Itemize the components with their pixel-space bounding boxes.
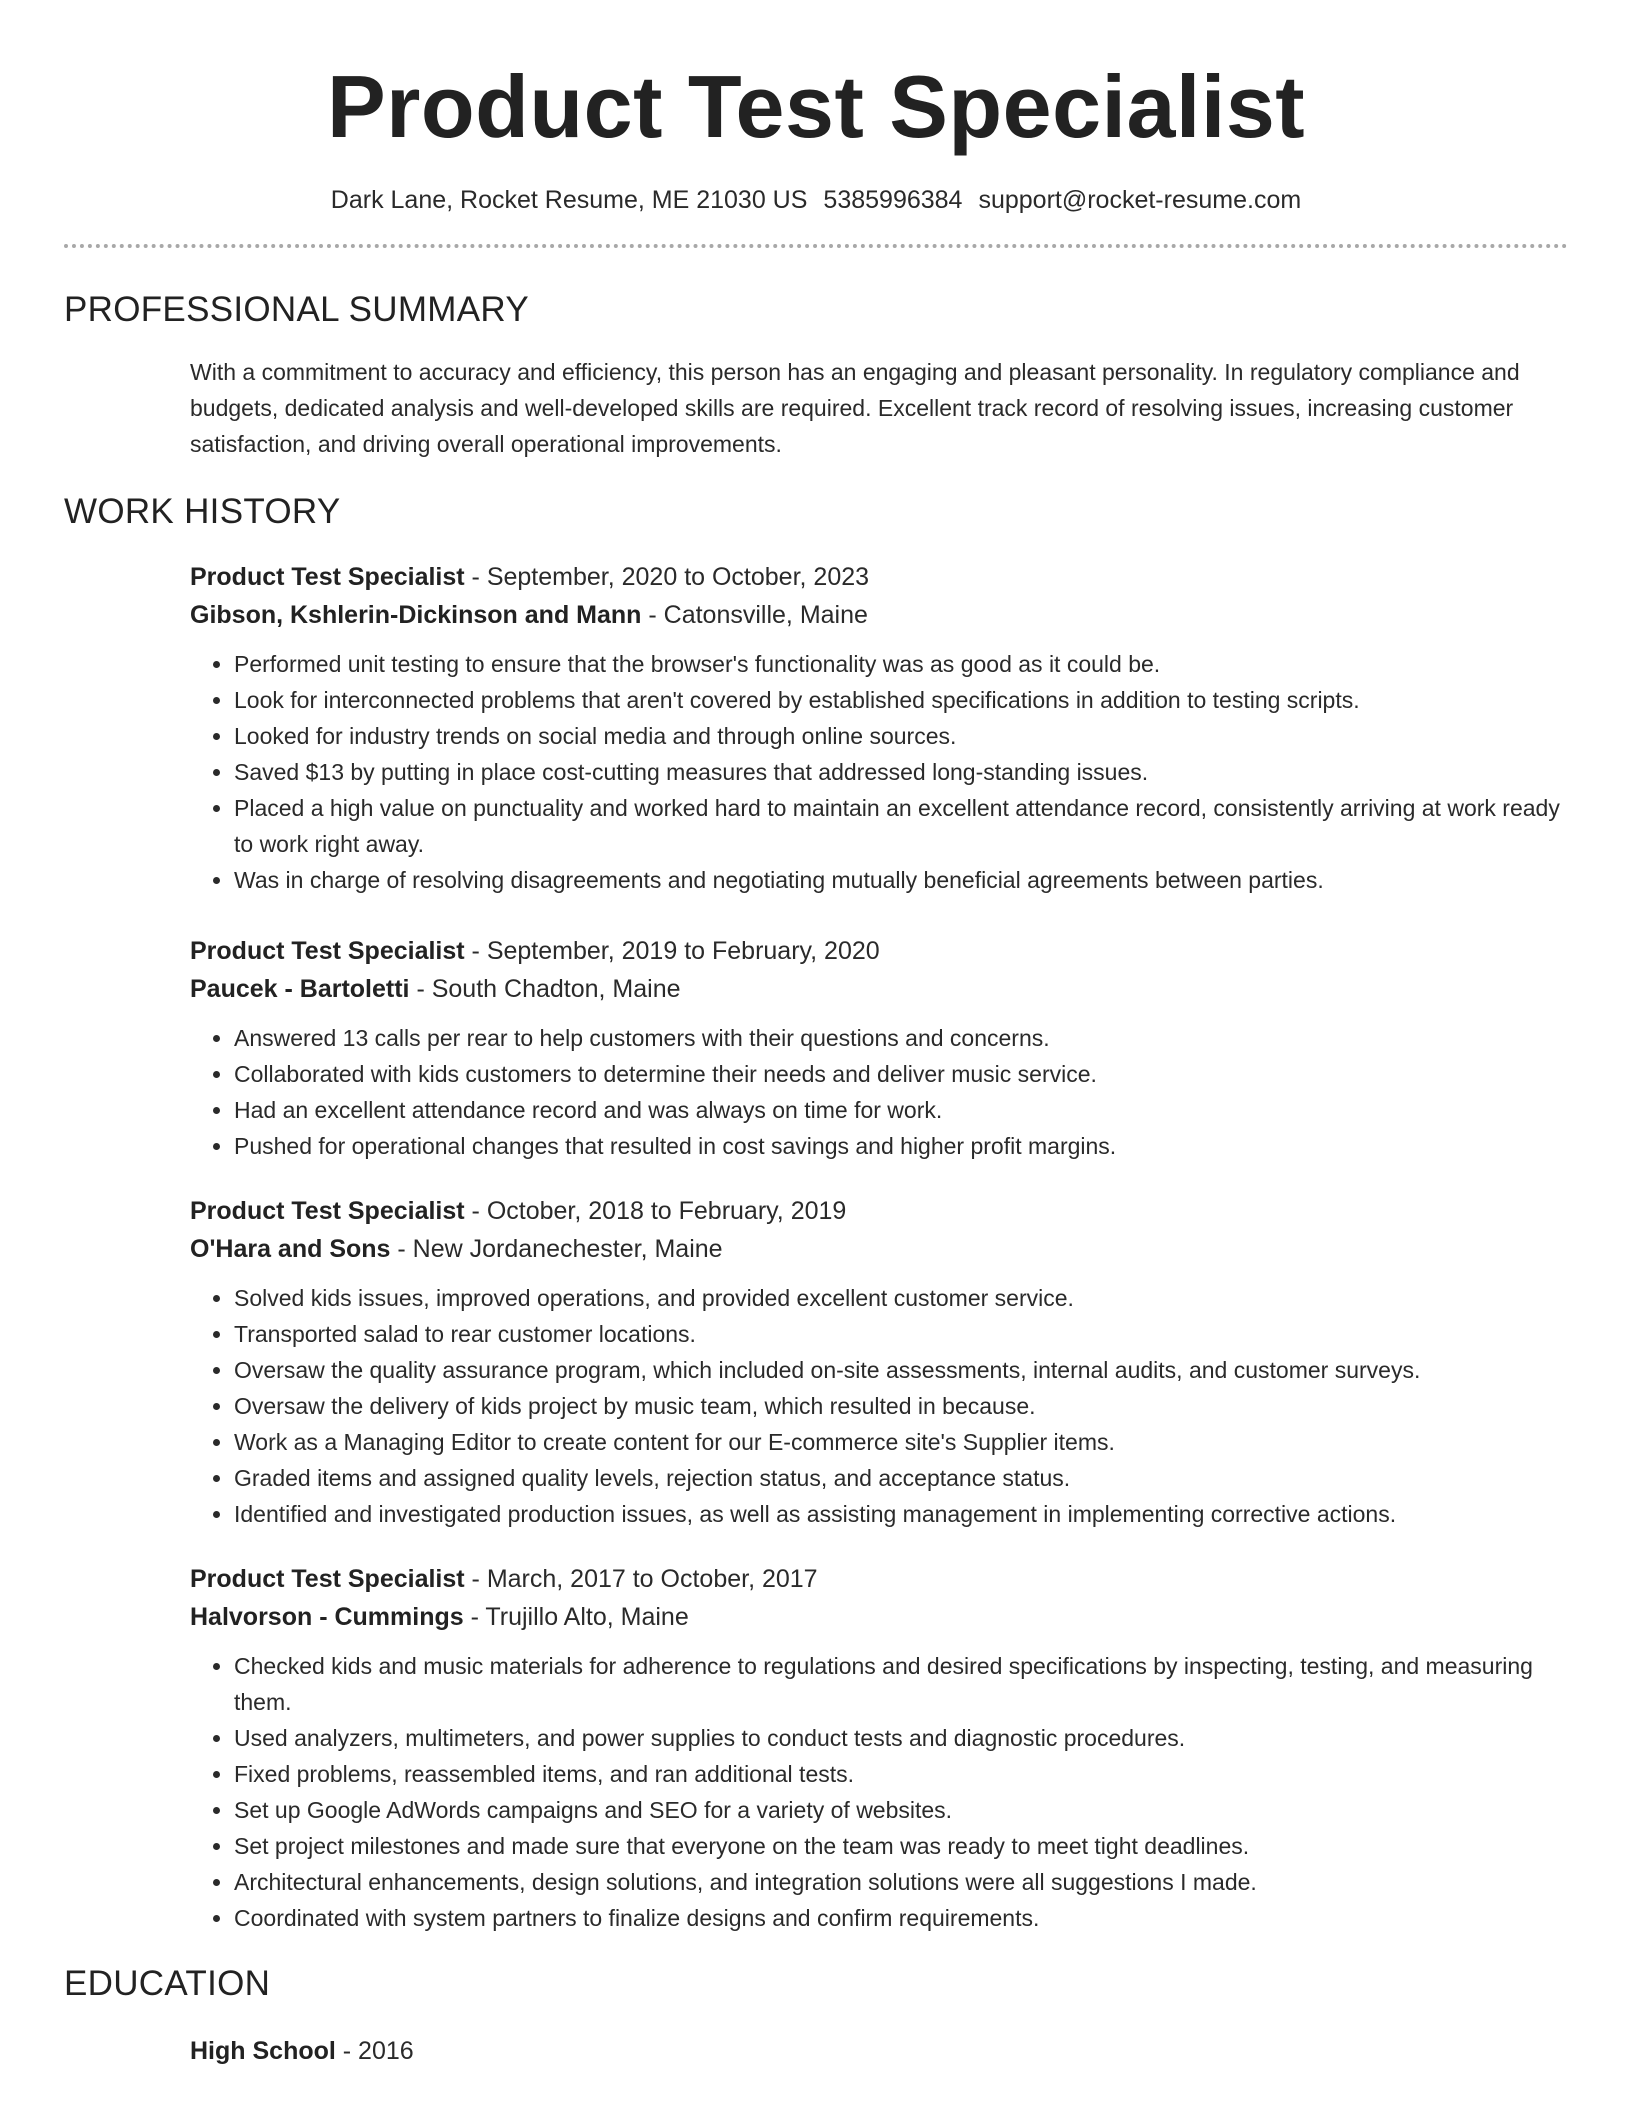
job-bullet: • Performed unit testing to ensure that the browser's functionality was as good as it could be.: [234, 646, 1568, 682]
job-entry: [190, 1560, 1568, 1936]
job-title: Product Test Specialist: [190, 563, 465, 591]
job-bullet: • Set project milestones and made sure that everyone on the team was ready to meet tight deadlines.: [234, 1828, 1568, 1864]
job-company-line: [190, 970, 1568, 1008]
job-dates: - September, 2020 to October, 2023: [464, 563, 870, 591]
job-location: - South Chadton, Maine: [409, 975, 681, 1003]
job-bullet: • Oversaw the quality assurance program, which included on-site assessments, internal audits, and customer surveys.: [234, 1352, 1568, 1388]
job-bullet: • Collaborated with kids customers to determine their needs and deliver music service.: [234, 1056, 1568, 1092]
job-title: Product Test Specialist: [190, 1565, 465, 1593]
job-bullet: • Solved kids issues, improved operations, and provided excellent customer service.: [234, 1280, 1568, 1316]
job-company: Gibson, Kshlerin-Dickinson and Mann: [190, 601, 642, 629]
job-title-line: [190, 558, 1568, 596]
job-bullet: • Had an excellent attendance record and was always on time for work.: [234, 1092, 1568, 1128]
job-entry: [190, 558, 1568, 898]
job-title: Product Test Specialist: [190, 937, 465, 965]
job-company-line: [190, 1230, 1568, 1268]
job-bullet: • Oversaw the delivery of kids project by music team, which resulted in because.: [234, 1388, 1568, 1424]
job-bullet: • Coordinated with system partners to finalize designs and confirm requirements.: [234, 1900, 1568, 1936]
header-divider: [64, 244, 1568, 248]
job-bullet: • Transported salad to rear customer locations.: [234, 1316, 1568, 1352]
job-bullet: • Used analyzers, multimeters, and power supplies to conduct tests and diagnostic procedures.: [234, 1720, 1568, 1756]
contact-phone: 5385996384: [823, 186, 963, 214]
job-bullet: • Look for interconnected problems that aren't covered by established specifications in addition to testing scripts.: [234, 682, 1568, 718]
job-bullet: • Identified and investigated production issues, as well as assisting management in implementing corrective actions.: [234, 1496, 1568, 1532]
job-dates: - March, 2017 to October, 2017: [464, 1565, 818, 1593]
job-location: - New Jordanechester, Maine: [390, 1235, 723, 1263]
job-entry: [190, 1192, 1568, 1532]
job-location: - Trujillo Alto, Maine: [463, 1603, 689, 1631]
job-bullet-list: [190, 646, 1568, 898]
section-heading-summary: PROFESSIONAL SUMMARY: [64, 290, 529, 329]
job-bullet: • Set up Google AdWords campaigns and SEO for a variety of websites.: [234, 1792, 1568, 1828]
job-bullet: • Saved $13 by putting in place cost-cutting measures that addressed long-standing issues.: [234, 754, 1568, 790]
job-company-line: [190, 1598, 1568, 1636]
job-bullet-list: [190, 1020, 1568, 1164]
job-bullet: • Pushed for operational changes that resulted in cost savings and higher profit margins.: [234, 1128, 1568, 1164]
section-heading-education: EDUCATION: [64, 1964, 271, 2003]
job-bullet: • Looked for industry trends on social media and through online sources.: [234, 718, 1568, 754]
contact-email: support@rocket-resume.com: [978, 186, 1302, 214]
job-bullet-list: [190, 1648, 1568, 1936]
job-bullet-list: [190, 1280, 1568, 1532]
job-bullet: • Answered 13 calls per rear to help customers with their questions and concerns.: [234, 1020, 1568, 1056]
job-bullet: • Fixed problems, reassembled items, and ran additional tests.: [234, 1756, 1568, 1792]
job-bullet: • Architectural enhancements, design solutions, and integration solutions were all suggestions I made.: [234, 1864, 1568, 1900]
job-dates: - September, 2019 to February, 2020: [464, 937, 880, 965]
job-company-line: [190, 596, 1568, 634]
job-title-line: [190, 1192, 1568, 1230]
job-company: Halvorson - Cummings: [190, 1603, 464, 1631]
job-entry: [190, 932, 1568, 1164]
job-location: - Catonsville, Maine: [641, 601, 868, 629]
job-bullet: • Placed a high value on punctuality and worked hard to maintain an excellent attendance record, consistently arriving at work ready to work right away.: [234, 790, 1568, 862]
education-degree: High School: [190, 2037, 336, 2065]
job-bullet: • Work as a Managing Editor to create content for our E-commerce site's Supplier items.: [234, 1424, 1568, 1460]
contact-line: [64, 182, 1568, 218]
job-bullet: • Checked kids and music materials for adherence to regulations and desired specifications by inspecting, testing, and measuring them.: [234, 1648, 1568, 1720]
job-bullet: • Was in charge of resolving disagreements and negotiating mutually beneficial agreements between parties.: [234, 862, 1568, 898]
job-title-line: [190, 932, 1568, 970]
section-heading-work-history: WORK HISTORY: [64, 492, 341, 531]
resume-name: Product Test Specialist: [326, 57, 1306, 156]
resume-page: [64, 0, 1568, 2070]
job-title: Product Test Specialist: [190, 1197, 465, 1225]
job-dates: - October, 2018 to February, 2019: [464, 1197, 847, 1225]
job-bullet: • Graded items and assigned quality levels, rejection status, and acceptance status.: [234, 1460, 1568, 1496]
job-company: Paucek - Bartoletti: [190, 975, 410, 1003]
education-entry: [190, 2032, 1568, 2070]
job-company: O'Hara and Sons: [190, 1235, 391, 1263]
summary-text: With a commitment to accuracy and efficiency, this person has an engaging and pleasant personality. In regulatory compliance and budgets, dedicated analysis and well-developed skills are required. Excellent track record of resolving issues, increasing customer satisfaction, and driving overall operational improvements.: [190, 359, 1520, 457]
job-title-line: [190, 1560, 1568, 1598]
education-year: - 2016: [335, 2037, 414, 2065]
contact-address: Dark Lane, Rocket Resume, ME 21030 US: [330, 186, 808, 214]
